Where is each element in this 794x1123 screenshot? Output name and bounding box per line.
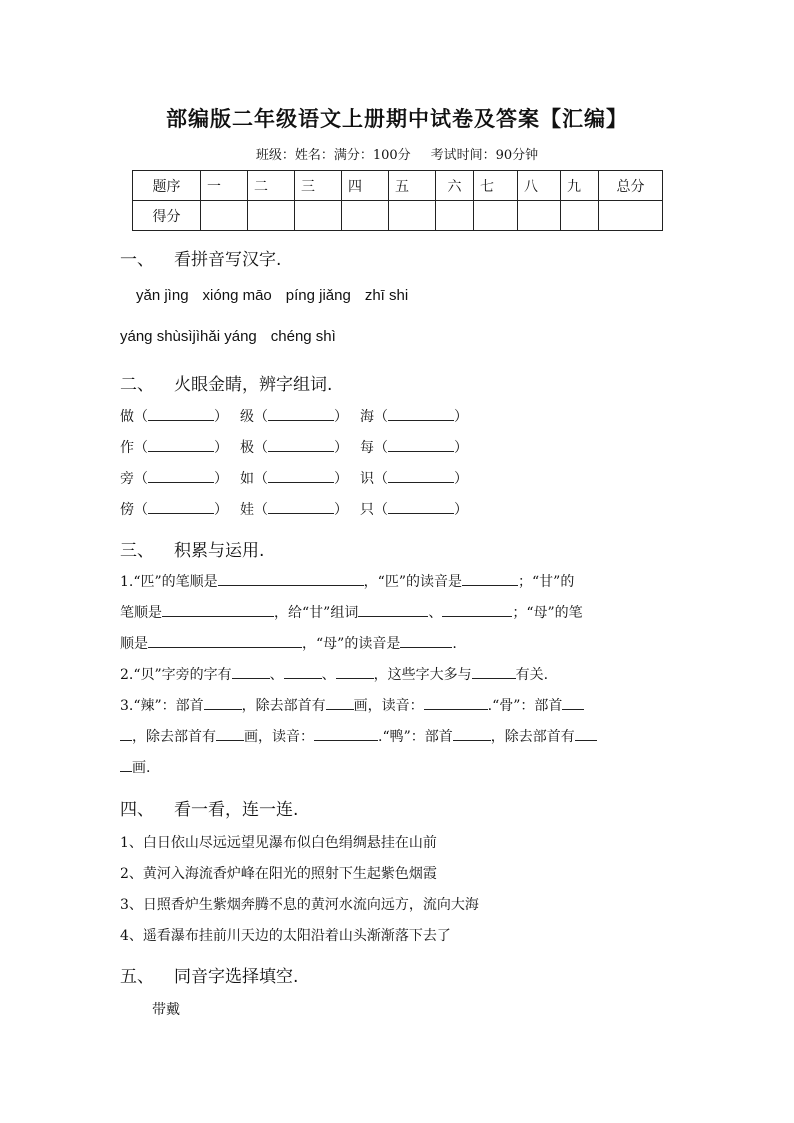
answer-blank[interactable]	[326, 694, 354, 710]
question-3-line-3	[120, 753, 675, 784]
question-2-line	[120, 660, 675, 691]
answer-blank[interactable]	[388, 405, 454, 421]
paren-open: （	[134, 409, 148, 425]
score-header-cell: 九	[561, 171, 599, 201]
paren-open: （	[374, 409, 388, 425]
char: 海	[360, 409, 374, 425]
question-1-line-2	[120, 598, 675, 629]
paren-close: ）	[214, 440, 228, 456]
score-table	[132, 170, 663, 231]
answer-blank[interactable]	[148, 436, 214, 452]
section-4-heading	[120, 795, 298, 820]
char: 级	[240, 409, 254, 425]
word-group-row	[120, 436, 480, 467]
answer-blank[interactable]	[148, 405, 214, 421]
answer-blank[interactable]	[120, 756, 132, 772]
score-header-cell: 七	[474, 171, 518, 201]
paren-open: （	[134, 471, 148, 487]
paren-close: ）	[454, 409, 468, 425]
question-text: ，除去部首有	[132, 729, 216, 745]
match-item: 2、黄河入海流香炉峰在阳光的照射下生起紫色烟霞	[120, 866, 437, 882]
paren-close: ）	[454, 471, 468, 487]
section-number: 四、	[120, 800, 154, 820]
answer-blank[interactable]	[268, 436, 334, 452]
pinyin-line-2	[120, 328, 350, 345]
paren-open: （	[374, 471, 388, 487]
char: 每	[360, 440, 374, 456]
question-text: ，除去部首有	[490, 729, 575, 745]
question-text: 有关.	[515, 667, 549, 683]
question-text: 、	[428, 605, 443, 621]
question-text: ，给“甘”组词	[274, 605, 359, 621]
answer-blank[interactable]	[218, 570, 364, 586]
section-title: 火眼金睛，辨字组词.	[174, 375, 333, 395]
exam-title: 部编版二年级语文上册期中试卷及答案【汇编】	[166, 107, 628, 131]
score-header-cell: 三	[295, 171, 342, 201]
score-input-cell[interactable]	[474, 201, 518, 231]
question-text: ，“母”的读音是	[302, 636, 401, 652]
answer-blank[interactable]	[562, 694, 584, 710]
answer-blank[interactable]	[232, 663, 270, 679]
answer-blank[interactable]	[462, 570, 518, 586]
score-header-cell: 四	[342, 171, 389, 201]
score-input-cell[interactable]	[436, 201, 474, 231]
score-input-cell[interactable]	[518, 201, 561, 231]
paren-close: ）	[334, 409, 348, 425]
question-text: ，除去部首有	[241, 698, 326, 714]
char: 傍	[120, 502, 134, 518]
answer-blank[interactable]	[216, 725, 244, 741]
section-number: 三、	[120, 541, 154, 561]
answer-blank[interactable]	[162, 601, 274, 617]
answer-blank[interactable]	[424, 694, 488, 710]
question-text: ，“匹”的读音是	[363, 574, 462, 590]
score-table-header-row	[133, 171, 663, 201]
paren-open: （	[254, 502, 268, 518]
char: 极	[240, 440, 254, 456]
score-header-cell: 六	[436, 171, 474, 201]
section-2-heading	[120, 370, 332, 395]
paren-open: （	[374, 440, 388, 456]
question-3-line-1	[120, 691, 675, 722]
score-header-cell: 一	[201, 171, 248, 201]
paren-open: （	[254, 471, 268, 487]
question-text: 画.	[132, 760, 151, 776]
answer-blank[interactable]	[268, 405, 334, 421]
section-5-heading	[120, 962, 298, 987]
char: 做	[120, 409, 134, 425]
word-group-grid	[120, 405, 480, 529]
match-item: 4、遥看瀑布挂前川天边的太阳沿着山头渐渐落下去了	[120, 928, 451, 944]
answer-blank[interactable]	[314, 725, 378, 741]
question-1-line-1	[120, 567, 675, 598]
exam-info	[0, 144, 794, 163]
pinyin-item: yǎn jìng	[136, 287, 189, 304]
paren-close: ）	[214, 502, 228, 518]
score-input-cell[interactable]	[389, 201, 436, 231]
score-input-cell[interactable]	[201, 201, 248, 231]
section-number: 二、	[120, 375, 154, 395]
answer-blank[interactable]	[268, 467, 334, 483]
score-input-cell[interactable]	[561, 201, 599, 231]
paren-close: ）	[214, 409, 228, 425]
section-title: 积累与运用.	[174, 541, 265, 561]
paren-open: （	[374, 502, 388, 518]
pinyin-item: zhī shi	[364, 287, 409, 304]
homophone-word: 带戴	[152, 1002, 180, 1018]
char: 作	[120, 440, 134, 456]
score-table-score-row	[133, 201, 663, 231]
score-header-cell: 八	[518, 171, 561, 201]
section-title: 看一看，连一连.	[174, 800, 299, 820]
pinyin-item: yáng shùsìjìhǎi yáng	[120, 328, 257, 345]
score-header-cell: 五	[389, 171, 436, 201]
question-text: .	[452, 636, 457, 652]
question-1-line-3	[120, 629, 675, 660]
section-3-heading	[120, 536, 264, 561]
char: 识	[360, 471, 374, 487]
section-1-heading	[120, 245, 281, 270]
answer-blank[interactable]	[148, 632, 302, 648]
score-input-cell[interactable]	[295, 201, 342, 231]
paren-close: ）	[214, 471, 228, 487]
answer-blank[interactable]	[575, 725, 597, 741]
question-text: 笔顺是	[120, 605, 162, 621]
match-list	[120, 832, 479, 956]
pinyin-item: chéng shì	[270, 328, 336, 345]
section-title: 看拼音写汉字.	[174, 250, 282, 270]
answer-blank[interactable]	[472, 663, 516, 679]
paren-close: ）	[334, 471, 348, 487]
question-text: 1.“匹”的笔顺是	[120, 574, 218, 590]
match-item: 1、白日依山尽远远望见瀑布似白色绢绸悬挂在山前	[120, 835, 437, 851]
answer-blank[interactable]	[442, 601, 512, 617]
question-text: .“骨”：部首	[487, 698, 563, 714]
answer-blank[interactable]	[388, 467, 454, 483]
word-group-row	[120, 405, 480, 436]
answer-blank[interactable]	[204, 694, 242, 710]
paren-open: （	[254, 409, 268, 425]
info-exam-time: 考试时间：90分钟	[430, 148, 539, 163]
answer-blank[interactable]	[388, 498, 454, 514]
word-group-row	[120, 498, 480, 529]
question-text: 画，读音：	[244, 729, 314, 745]
score-header-cell: 总分	[599, 171, 663, 201]
char: 如	[240, 471, 254, 487]
pinyin-line-1	[136, 287, 422, 304]
answer-blank[interactable]	[148, 467, 214, 483]
pinyin-item: píng jiǎng	[285, 287, 351, 304]
answer-blank[interactable]	[388, 436, 454, 452]
question-text: 、	[269, 667, 284, 683]
section-title: 同音字选择填空.	[174, 967, 299, 987]
score-input-cell[interactable]	[248, 201, 295, 231]
paren-close: ）	[454, 440, 468, 456]
question-text: 顺是	[120, 636, 148, 652]
char: 娃	[240, 502, 254, 518]
info-class-name-score: 班级：姓名：满分：100分	[255, 148, 411, 163]
question-text: 3.“辣”：部首	[120, 698, 204, 714]
answer-blank[interactable]	[358, 601, 428, 617]
pinyin-item: xióng māo	[202, 287, 272, 304]
question-text: ，这些字大多与	[373, 667, 472, 683]
score-header-cell: 题序	[133, 171, 201, 201]
word-group-row	[120, 467, 480, 498]
answer-blank[interactable]	[400, 632, 452, 648]
question-text: 、	[321, 667, 336, 683]
paren-open: （	[134, 502, 148, 518]
paren-close: ）	[454, 502, 468, 518]
score-input-cell[interactable]	[342, 201, 389, 231]
question-text: 画，读音：	[353, 698, 424, 714]
char: 只	[360, 502, 374, 518]
answer-blank[interactable]	[284, 663, 322, 679]
answer-blank[interactable]	[336, 663, 374, 679]
question-3-line-2	[120, 722, 675, 753]
match-item: 3、日照香炉生紫烟奔腾不息的黄河水流向远方，流向大海	[120, 897, 479, 913]
question-text: ；“甘”的	[518, 574, 575, 590]
score-header-cell: 二	[248, 171, 295, 201]
score-input-cell[interactable]	[599, 201, 663, 231]
answer-blank[interactable]	[268, 498, 334, 514]
char: 旁	[120, 471, 134, 487]
question-text: 2.“贝”字旁的字有	[120, 667, 232, 683]
section-number: 五、	[120, 967, 154, 987]
question-block	[120, 567, 675, 784]
question-text: .“鸭”：部首	[378, 729, 453, 745]
paren-open: （	[254, 440, 268, 456]
paren-close: ）	[334, 440, 348, 456]
answer-blank[interactable]	[148, 498, 214, 514]
score-row-label: 得分	[133, 201, 201, 231]
paren-close: ）	[334, 502, 348, 518]
answer-blank[interactable]	[453, 725, 491, 741]
paren-open: （	[134, 440, 148, 456]
question-text: ；“母”的笔	[512, 605, 583, 621]
section-number: 一、	[120, 250, 154, 270]
answer-blank[interactable]	[120, 725, 132, 741]
